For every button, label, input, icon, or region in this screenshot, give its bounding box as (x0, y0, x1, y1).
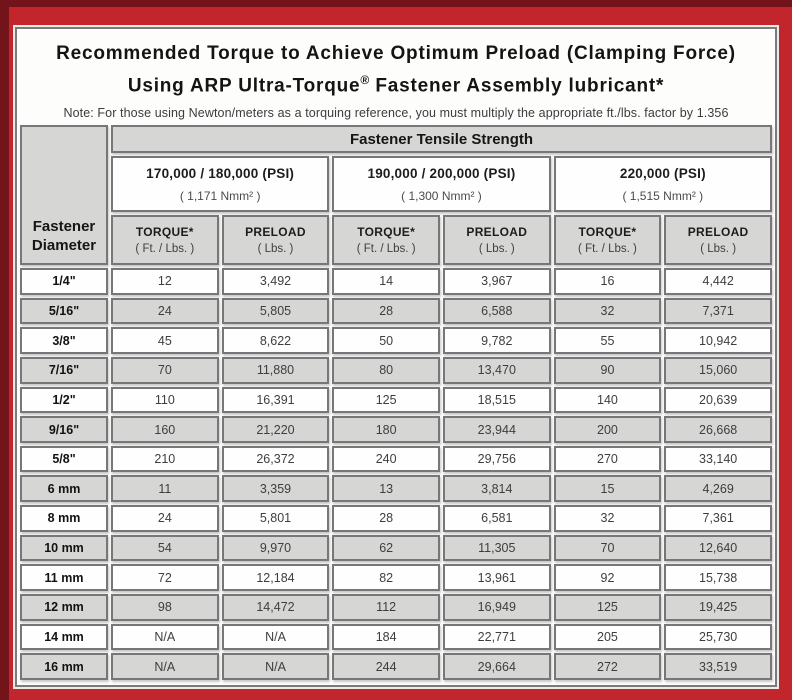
torque-value-cell: 80 (332, 357, 440, 384)
preload-value-cell: 29,664 (443, 653, 551, 680)
torque-value-cell: 24 (111, 505, 219, 532)
table-row (20, 327, 772, 354)
diameter-cell: 16 mm (20, 653, 108, 680)
torque-value-cell: 24 (111, 298, 219, 325)
preload-value-cell: 33,140 (664, 446, 772, 473)
tensile-header-row (20, 125, 772, 153)
preload-value-cell: 6,581 (443, 505, 551, 532)
diameter-cell: 5/8" (20, 446, 108, 473)
psi-label: 170,000 / 180,000 (PSI) (146, 165, 295, 181)
torque-label: TORQUE* (578, 225, 637, 239)
table-row (20, 387, 772, 414)
nmm-label: ( 1,515 Nmm² ) (622, 188, 704, 203)
diameter-cell: 14 mm (20, 624, 108, 651)
preload-unit: ( Lbs. ) (700, 243, 737, 255)
torque-value-cell: 12 (111, 268, 219, 295)
torque-value-cell: 110 (111, 387, 219, 414)
diameter-cell: 3/8" (20, 327, 108, 354)
preload-value-cell: 18,515 (443, 387, 551, 414)
preload-column-header (664, 215, 772, 265)
preload-value-cell: 6,588 (443, 298, 551, 325)
torque-value-cell: 140 (554, 387, 662, 414)
preload-value-cell: 4,269 (664, 475, 772, 502)
preload-value-cell: 33,519 (664, 653, 772, 680)
torque-value-cell: 28 (332, 298, 440, 325)
torque-column-header (332, 215, 440, 265)
table-row (20, 357, 772, 384)
torque-value-cell: 15 (554, 475, 662, 502)
strength-group-190 (332, 156, 550, 212)
table-row (20, 653, 772, 680)
preload-label: PRELOAD (687, 225, 749, 239)
torque-value-cell: 200 (554, 416, 662, 443)
torque-column-header (554, 215, 662, 265)
preload-value-cell: 8,622 (222, 327, 330, 354)
spec-table-body (20, 268, 772, 680)
torque-value-cell: 112 (332, 594, 440, 621)
preload-value-cell: 29,756 (443, 446, 551, 473)
torque-value-cell: 160 (111, 416, 219, 443)
title-line2-pre: Using ARP Ultra-Torque (127, 75, 361, 97)
preload-label: PRELOAD (466, 225, 528, 239)
diameter-cell: 1/2" (20, 387, 108, 414)
torque-value-cell: 240 (332, 446, 440, 473)
preload-value-cell: 16,949 (443, 594, 551, 621)
torque-value-cell: 45 (111, 327, 219, 354)
preload-value-cell: N/A (222, 653, 330, 680)
torque-unit: ( Ft. / Lbs. ) (356, 243, 416, 255)
torque-value-cell: 82 (332, 564, 440, 591)
torque-value-cell: 32 (554, 298, 662, 325)
preload-value-cell: 15,738 (664, 564, 772, 591)
torque-value-cell: 90 (554, 357, 662, 384)
torque-value-cell: N/A (111, 653, 219, 680)
preload-value-cell: 15,060 (664, 357, 772, 384)
nmm-label: ( 1,171 Nmm² ) (179, 188, 261, 203)
preload-value-cell: 7,361 (664, 505, 772, 532)
preload-value-cell: 19,425 (664, 594, 772, 621)
torque-value-cell: 11 (111, 475, 219, 502)
preload-value-cell: 26,668 (664, 416, 772, 443)
diameter-cell: 10 mm (20, 535, 108, 562)
preload-column-header (222, 215, 330, 265)
torque-column-header (111, 215, 219, 265)
preload-unit: ( Lbs. ) (257, 243, 294, 255)
preload-value-cell: 12,640 (664, 535, 772, 562)
torque-preload-header-row (20, 215, 772, 265)
torque-value-cell: 55 (554, 327, 662, 354)
preload-value-cell: 16,391 (222, 387, 330, 414)
torque-value-cell: 50 (332, 327, 440, 354)
torque-spec-table (17, 122, 775, 683)
nmm-label: ( 1,300 Nmm² ) (401, 188, 482, 203)
preload-value-cell: 20,639 (664, 387, 772, 414)
preload-unit: ( Lbs. ) (478, 243, 515, 255)
preload-value-cell: 10,942 (664, 327, 772, 354)
preload-value-cell: 22,771 (443, 624, 551, 651)
torque-value-cell: 125 (554, 594, 662, 621)
table-row (20, 564, 772, 591)
torque-value-cell: 244 (332, 653, 440, 680)
torque-value-cell: 184 (332, 624, 440, 651)
torque-unit: ( Ft. / Lbs. ) (578, 243, 637, 255)
torque-value-cell: 70 (111, 357, 219, 384)
table-row (20, 594, 772, 621)
torque-value-cell: 13 (332, 475, 440, 502)
registered-trademark-symbol: ® (360, 73, 370, 87)
torque-value-cell: 270 (554, 446, 662, 473)
torque-value-cell: 210 (111, 446, 219, 473)
preload-value-cell: 21,220 (222, 416, 330, 443)
preload-value-cell: 11,305 (443, 535, 551, 562)
diameter-cell: 9/16" (20, 416, 108, 443)
tensile-strength-header: Fastener Tensile Strength (111, 125, 772, 153)
preload-value-cell: 14,472 (222, 594, 330, 621)
preload-value-cell: 3,359 (222, 475, 330, 502)
torque-value-cell: 72 (111, 564, 219, 591)
torque-label: TORQUE* (357, 225, 416, 239)
torque-value-cell: 16 (554, 268, 662, 295)
preload-value-cell: 7,371 (664, 298, 772, 325)
preload-value-cell: 13,961 (443, 564, 551, 591)
strength-group-170 (111, 156, 329, 212)
preload-value-cell: 23,944 (443, 416, 551, 443)
page-title-line2 (17, 67, 775, 99)
preload-value-cell: 25,730 (664, 624, 772, 651)
table-row (20, 505, 772, 532)
diameter-cell: 7/16" (20, 357, 108, 384)
psi-header-row (20, 156, 772, 212)
diameter-cell: 5/16" (20, 298, 108, 325)
torque-value-cell: 62 (332, 535, 440, 562)
torque-value-cell: 14 (332, 268, 440, 295)
table-row (20, 624, 772, 651)
diameter-cell: 1/4" (20, 268, 108, 295)
frame-maroon-top-strip (0, 0, 792, 7)
psi-label: 220,000 (PSI) (619, 165, 706, 181)
table-row (20, 416, 772, 443)
torque-value-cell: 54 (111, 535, 219, 562)
preload-value-cell: 4,442 (664, 268, 772, 295)
preload-value-cell: 26,372 (222, 446, 330, 473)
preload-value-cell: 5,805 (222, 298, 330, 325)
diameter-cell: 12 mm (20, 594, 108, 621)
strength-group-220 (554, 156, 772, 212)
torque-value-cell: 272 (554, 653, 662, 680)
torque-value-cell: 28 (332, 505, 440, 532)
torque-value-cell: 32 (554, 505, 662, 532)
preload-value-cell: 3,492 (222, 268, 330, 295)
preload-value-cell: 9,782 (443, 327, 551, 354)
preload-value-cell: 11,880 (222, 357, 330, 384)
table-row (20, 298, 772, 325)
table-row (20, 475, 772, 502)
diameter-cell: 11 mm (20, 564, 108, 591)
table-row (20, 535, 772, 562)
preload-value-cell: N/A (222, 624, 330, 651)
preload-column-header (443, 215, 551, 265)
fastener-diameter-header: Fastener Diameter (20, 125, 108, 265)
torque-value-cell: 205 (554, 624, 662, 651)
torque-value-cell: 125 (332, 387, 440, 414)
preload-value-cell: 5,801 (222, 505, 330, 532)
preload-value-cell: 13,470 (443, 357, 551, 384)
preload-value-cell: 9,970 (222, 535, 330, 562)
page-title-line1: Recommended Torque to Achieve Optimum Preload (Clamping Force) (56, 43, 736, 64)
preload-value-cell: 12,184 (222, 564, 330, 591)
preload-label: PRELOAD (245, 225, 306, 239)
diameter-cell: 8 mm (20, 505, 108, 532)
frame-maroon-left-strip (0, 0, 9, 700)
torque-value-cell: 70 (554, 535, 662, 562)
psi-label: 190,000 / 200,000 (PSI) (367, 165, 516, 181)
title-block (17, 29, 775, 122)
torque-value-cell: 92 (554, 564, 662, 591)
torque-spec-card (15, 27, 777, 687)
diameter-cell: 6 mm (20, 475, 108, 502)
preload-value-cell: 3,814 (443, 475, 551, 502)
torque-value-cell: 180 (332, 416, 440, 443)
torque-label: TORQUE* (135, 225, 194, 239)
preload-value-cell: 3,967 (443, 268, 551, 295)
title-line2-post: Fastener Assembly lubricant* (369, 75, 665, 97)
torque-value-cell: N/A (111, 624, 219, 651)
table-row (20, 268, 772, 295)
torque-unit: ( Ft. / Lbs. ) (135, 243, 195, 255)
torque-value-cell: 98 (111, 594, 219, 621)
conversion-note: Note: For those using Newton/meters as a torquing reference, you must multiply the appropriate ft./lbs. factor by 1.356 (63, 106, 729, 121)
table-row (20, 446, 772, 473)
